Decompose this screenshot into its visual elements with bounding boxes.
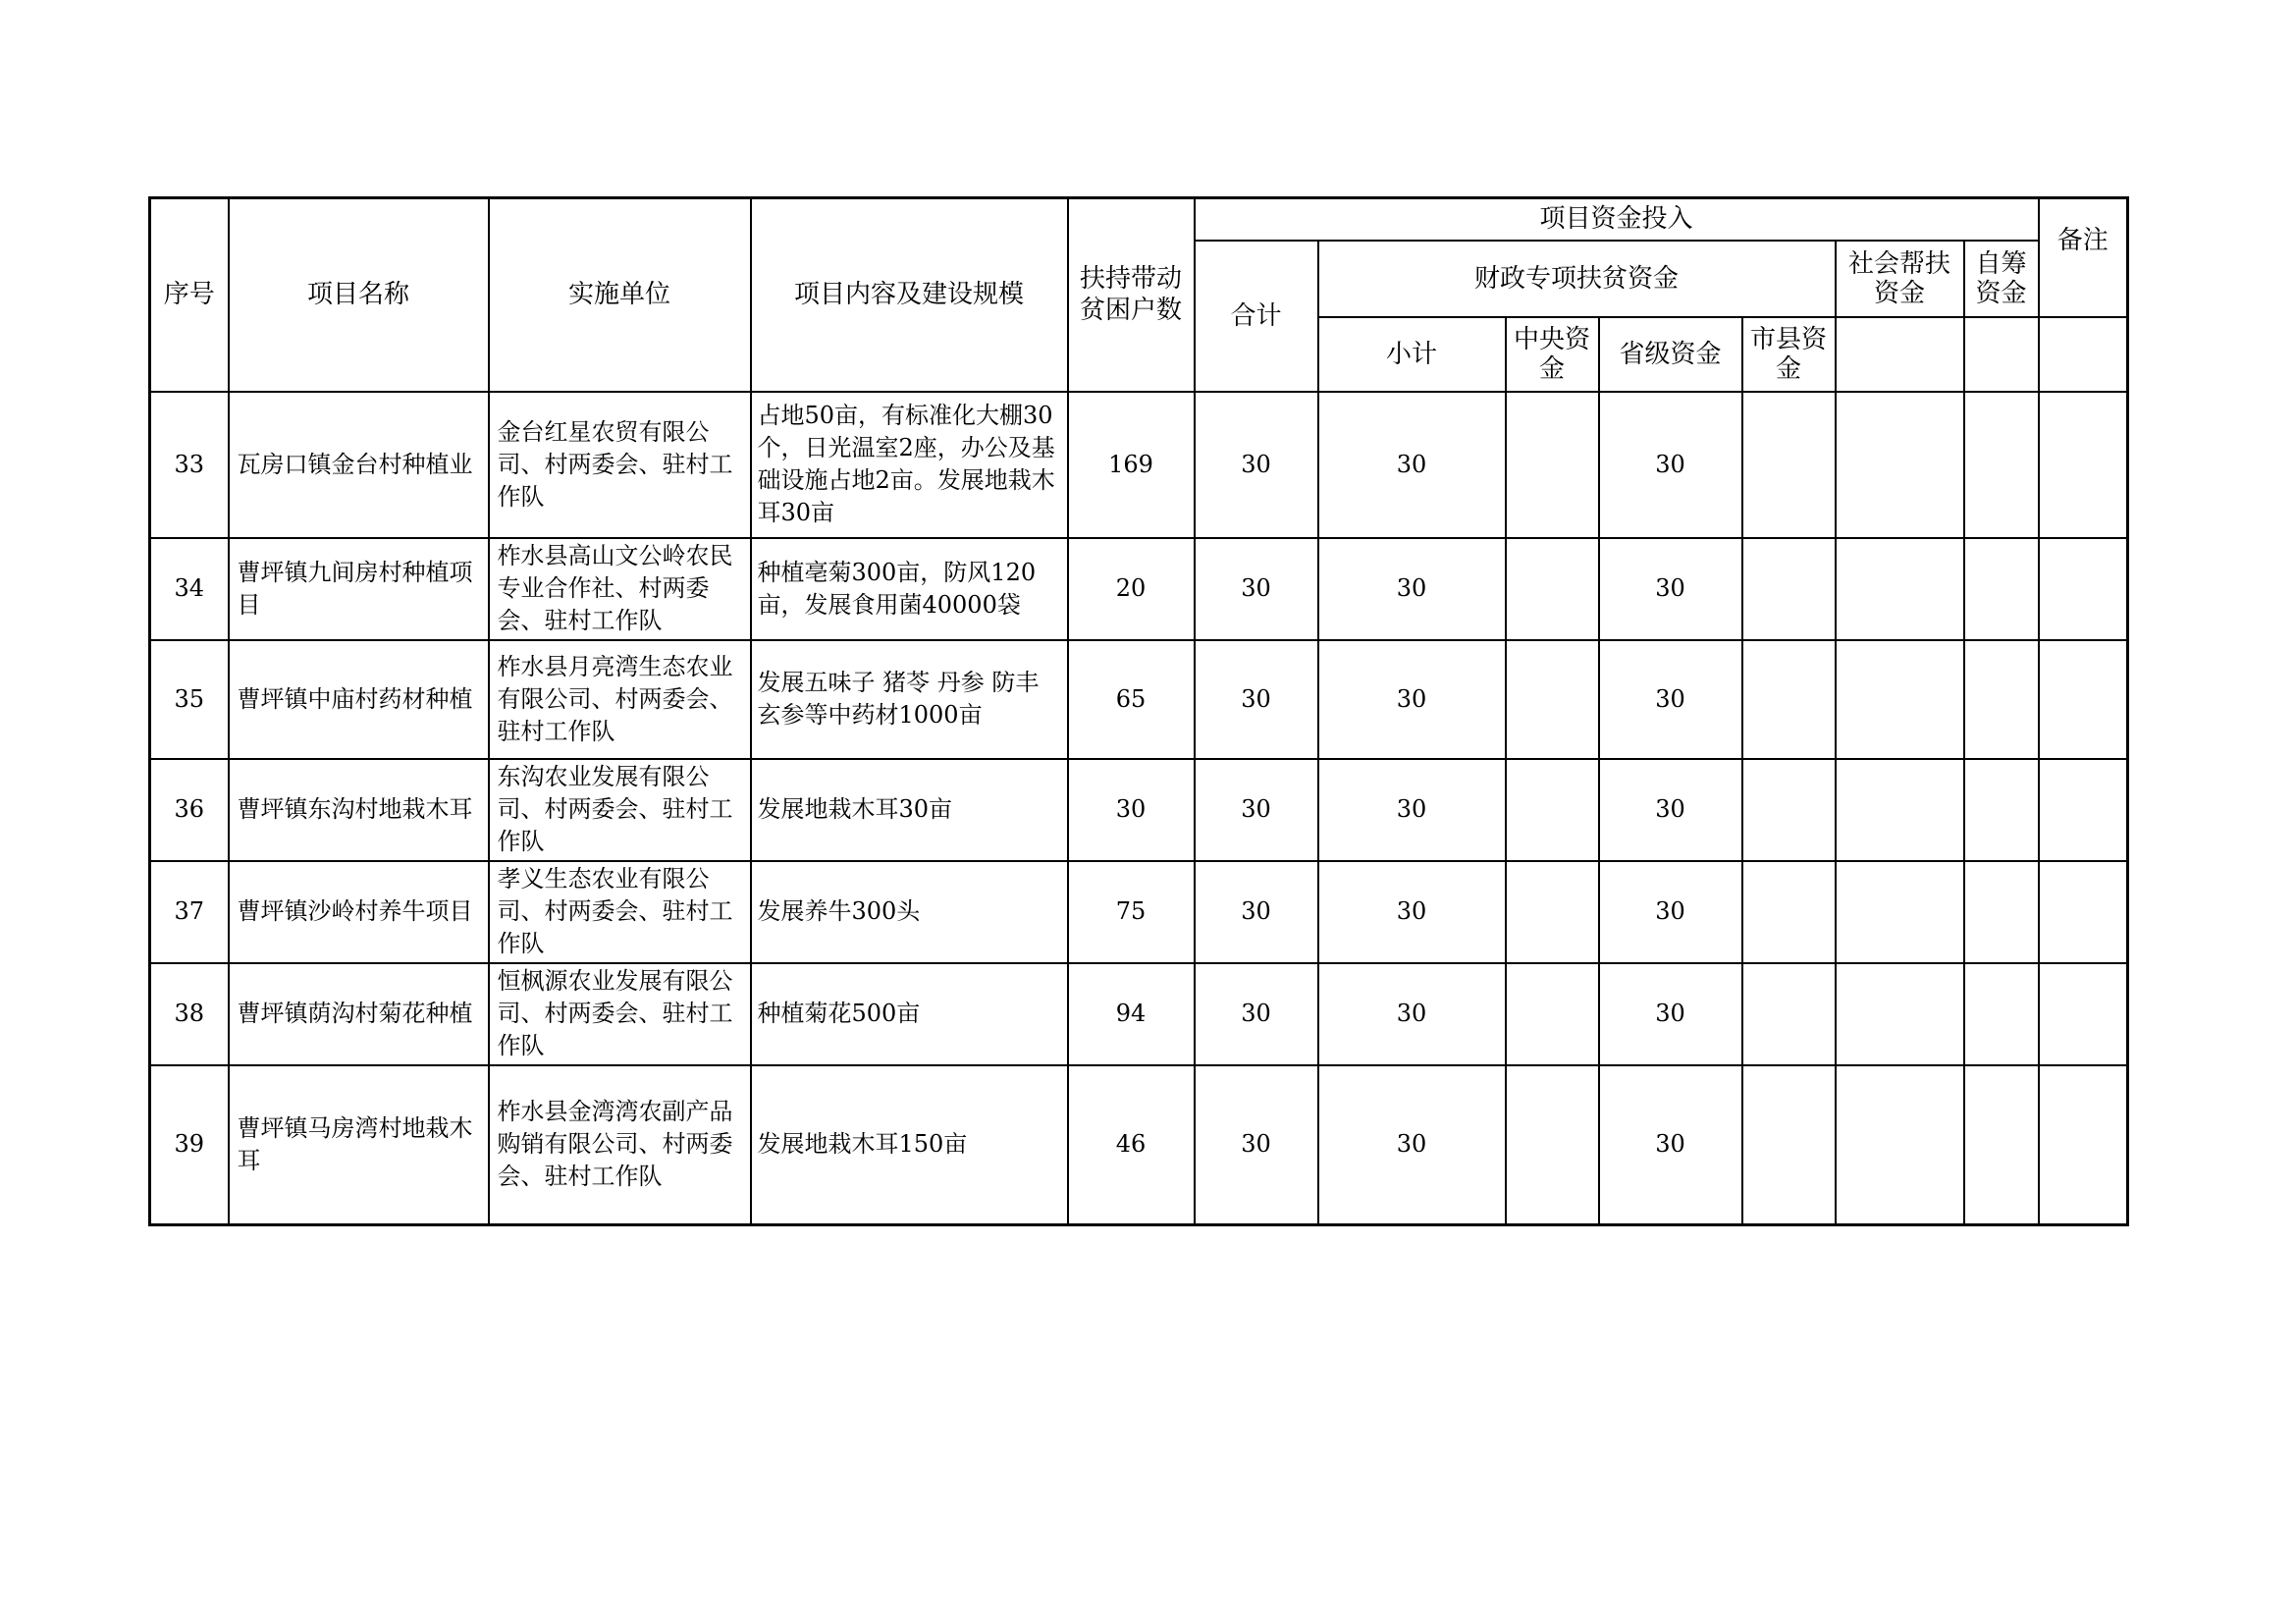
cell-subtotal: 30: [1318, 538, 1506, 640]
cell-implementing-unit: 东沟农业发展有限公司、村两委会、驻村工作队: [489, 759, 751, 861]
cell-central: [1506, 538, 1599, 640]
cell-implementing-unit: 柞水县月亮湾生态农业有限公司、村两委会、驻村工作队: [489, 640, 751, 759]
header-remarks: 备注: [2039, 198, 2128, 317]
cell-provincial: 30: [1599, 640, 1742, 759]
header-provincial-funds: 省级资金: [1599, 317, 1742, 392]
cell-households: 20: [1068, 538, 1195, 640]
cell-total: 30: [1195, 392, 1318, 538]
cell-total: 30: [1195, 963, 1318, 1065]
cell-self: [1964, 1065, 2039, 1225]
cell-central: [1506, 861, 1599, 963]
cell-remarks: [2039, 538, 2128, 640]
cell-households: 30: [1068, 759, 1195, 861]
cell-subtotal: 30: [1318, 759, 1506, 861]
table-row: [150, 538, 2128, 640]
cell-county: [1742, 963, 1836, 1065]
funding-table-page: [148, 196, 2129, 1226]
cell-project-content: 发展地栽木耳30亩: [751, 759, 1068, 861]
cell-seq: 39: [150, 1065, 229, 1225]
cell-total: 30: [1195, 1065, 1318, 1225]
cell-households: 46: [1068, 1065, 1195, 1225]
cell-county: [1742, 538, 1836, 640]
cell-central: [1506, 1065, 1599, 1225]
table-row: [150, 392, 2128, 538]
header-funding-input: 项目资金投入: [1195, 198, 2039, 241]
cell-total: 30: [1195, 861, 1318, 963]
cell-social: [1836, 861, 1964, 963]
cell-households: 169: [1068, 392, 1195, 538]
cell-implementing-unit: 恒枫源农业发展有限公司、村两委会、驻村工作队: [489, 963, 751, 1065]
cell-social: [1836, 538, 1964, 640]
cell-remarks: [2039, 392, 2128, 538]
table-row: [150, 1065, 2128, 1225]
cell-county: [1742, 1065, 1836, 1225]
header-social-funds: 社会帮扶资金: [1836, 241, 1964, 317]
cell-project-name: 曹坪镇中庙村药材种植: [229, 640, 489, 759]
header-total: 合计: [1195, 241, 1318, 392]
cell-seq: 36: [150, 759, 229, 861]
cell-households: 94: [1068, 963, 1195, 1065]
table-row: [150, 963, 2128, 1065]
cell-subtotal: 30: [1318, 392, 1506, 538]
header-fiscal-funds: 财政专项扶贫资金: [1318, 241, 1836, 317]
cell-central: [1506, 640, 1599, 759]
cell-remarks: [2039, 861, 2128, 963]
cell-seq: 35: [150, 640, 229, 759]
cell-project-name: 曹坪镇马房湾村地栽木耳: [229, 1065, 489, 1225]
cell-project-name: 曹坪镇九间房村种植项目: [229, 538, 489, 640]
header-empty-self: [1964, 317, 2039, 392]
cell-project-content: 种植菊花500亩: [751, 963, 1068, 1065]
cell-implementing-unit: 孝义生态农业有限公司、村两委会、驻村工作队: [489, 861, 751, 963]
cell-implementing-unit: 柞水县高山文公岭农民专业合作社、村两委会、驻村工作队: [489, 538, 751, 640]
table-row: [150, 759, 2128, 861]
cell-households: 75: [1068, 861, 1195, 963]
cell-seq: 37: [150, 861, 229, 963]
header-households: 扶持带动贫困户数: [1068, 198, 1195, 392]
project-funding-table: [148, 196, 2129, 1226]
cell-provincial: 30: [1599, 538, 1742, 640]
cell-provincial: 30: [1599, 861, 1742, 963]
cell-social: [1836, 640, 1964, 759]
header-county-funds: 市县资金: [1742, 317, 1836, 392]
cell-subtotal: 30: [1318, 1065, 1506, 1225]
cell-project-content: 发展五味子 猪苓 丹参 防丰 玄参等中药材1000亩: [751, 640, 1068, 759]
header-self-funds: 自筹资金: [1964, 241, 2039, 317]
cell-project-name: 瓦房口镇金台村种植业: [229, 392, 489, 538]
cell-social: [1836, 392, 1964, 538]
cell-implementing-unit: 柞水县金湾湾农副产品购销有限公司、村两委会、驻村工作队: [489, 1065, 751, 1225]
header-central-funds: 中央资金: [1506, 317, 1599, 392]
cell-county: [1742, 392, 1836, 538]
cell-social: [1836, 963, 1964, 1065]
cell-total: 30: [1195, 759, 1318, 861]
cell-self: [1964, 963, 2039, 1065]
header-seq: 序号: [150, 198, 229, 392]
cell-project-content: 占地50亩，有标准化大棚30个，日光温室2座，办公及基础设施占地2亩。发展地栽木耳30亩: [751, 392, 1068, 538]
cell-subtotal: 30: [1318, 640, 1506, 759]
cell-central: [1506, 392, 1599, 538]
cell-self: [1964, 392, 2039, 538]
cell-self: [1964, 861, 2039, 963]
cell-provincial: 30: [1599, 759, 1742, 861]
cell-county: [1742, 861, 1836, 963]
cell-county: [1742, 640, 1836, 759]
cell-total: 30: [1195, 640, 1318, 759]
cell-project-name: 曹坪镇荫沟村菊花种植: [229, 963, 489, 1065]
cell-subtotal: 30: [1318, 861, 1506, 963]
cell-remarks: [2039, 963, 2128, 1065]
cell-seq: 33: [150, 392, 229, 538]
cell-provincial: 30: [1599, 963, 1742, 1065]
table-row: [150, 640, 2128, 759]
cell-provincial: 30: [1599, 1065, 1742, 1225]
header-empty-remarks: [2039, 317, 2128, 392]
header-implementing-unit: 实施单位: [489, 198, 751, 392]
table-row: [150, 861, 2128, 963]
cell-subtotal: 30: [1318, 963, 1506, 1065]
cell-project-name: 曹坪镇东沟村地栽木耳: [229, 759, 489, 861]
cell-project-content: 发展地栽木耳150亩: [751, 1065, 1068, 1225]
cell-central: [1506, 759, 1599, 861]
header-project-content: 项目内容及建设规模: [751, 198, 1068, 392]
header-subtotal: 小计: [1318, 317, 1506, 392]
cell-social: [1836, 1065, 1964, 1225]
cell-self: [1964, 640, 2039, 759]
cell-project-content: 发展养牛300头: [751, 861, 1068, 963]
cell-remarks: [2039, 1065, 2128, 1225]
cell-self: [1964, 759, 2039, 861]
cell-remarks: [2039, 759, 2128, 861]
cell-seq: 34: [150, 538, 229, 640]
cell-project-content: 种植亳菊300亩，防风120亩，发展食用菌40000袋: [751, 538, 1068, 640]
cell-central: [1506, 963, 1599, 1065]
cell-total: 30: [1195, 538, 1318, 640]
header-project-name: 项目名称: [229, 198, 489, 392]
cell-implementing-unit: 金台红星农贸有限公司、村两委会、驻村工作队: [489, 392, 751, 538]
header-empty-social: [1836, 317, 1964, 392]
cell-seq: 38: [150, 963, 229, 1065]
cell-self: [1964, 538, 2039, 640]
cell-project-name: 曹坪镇沙岭村养牛项目: [229, 861, 489, 963]
cell-social: [1836, 759, 1964, 861]
cell-remarks: [2039, 640, 2128, 759]
cell-households: 65: [1068, 640, 1195, 759]
cell-provincial: 30: [1599, 392, 1742, 538]
cell-county: [1742, 759, 1836, 861]
